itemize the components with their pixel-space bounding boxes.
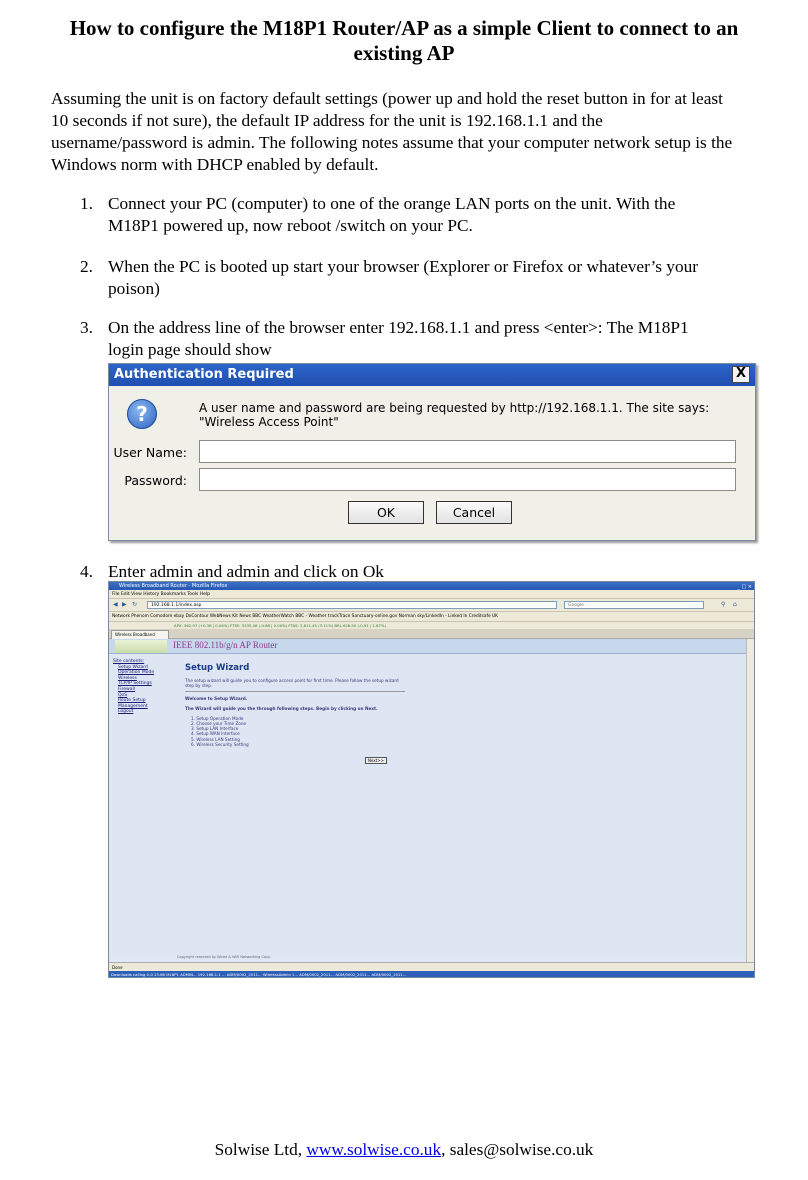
tab-strip [109, 629, 754, 639]
browser-title-bar [109, 582, 754, 590]
wizard-description: The setup wizard will guide you to configure access point for first time. Please follow the setup wizard step by step. [185, 678, 399, 689]
step-4 [80, 561, 720, 583]
auth-dialog [108, 363, 756, 541]
tab-router[interactable]: Wireless Broadband [111, 630, 169, 639]
list-item: 1. Setup Operation Mode [191, 715, 244, 721]
step-text: Connect your PC (computer) to one of the orange LAN ports on the unit. With the M18P1 powered up, now reboot /switch on your PC. [108, 194, 676, 235]
document-title: How to configure the M18P1 Router/AP as a simple Client to connect to an existing AP [69, 16, 739, 65]
step-text: When the PC is booted up start your browser (Explorer or Firefox or whatever’s your poison) [108, 257, 698, 298]
home-icon[interactable]: ⌂ [733, 601, 737, 608]
router-page [109, 639, 754, 959]
list-item: 3. Setup LAN Interface [191, 726, 239, 732]
next-button[interactable]: Next>> [365, 757, 387, 764]
taskbar[interactable]: Downloads calling 0-0 23.66 M18P1 ADMIN... 192.168.1.1 ... ADM/0002_2011... WirelessAdmin 1... ADM/0002_2011... ADM/0002_2011... ADM/0002_2011... [109, 971, 754, 978]
reload-icon[interactable]: ↻ [132, 601, 138, 608]
footer-email: , sales@solwise.co.uk [441, 1140, 594, 1159]
sidebar-item-route-setup[interactable]: Route Setup [118, 698, 146, 704]
step-3 [80, 317, 720, 361]
sidebar-item-qos[interactable]: QoS [118, 692, 128, 698]
step-1 [80, 193, 720, 237]
back-icon[interactable]: ◀ [113, 601, 118, 608]
close-icon[interactable]: X [732, 366, 750, 383]
step-text: On the address line of the browser enter 192.168.1.1 and press <enter>: The M18P1 login page should show [108, 318, 689, 359]
browser-menu-bar[interactable]: File Edit View History Bookmarks Tools Help [109, 590, 754, 599]
window-buttons[interactable]: _ □ × [737, 584, 752, 590]
router-sidebar [113, 659, 165, 715]
intro-paragraph: Assuming the unit is on factory default settings (power up and hold the reset button in for at least 10 seconds if not sure), the default IP address for the unit is 192.168.1.1 and the username/password is admin. The following notes assume that your computer network setup is the Windows norm with DHCP enabled by default. [51, 89, 733, 174]
wizard-guide: The Wizard will guide you the through following steps. Begin by clicking on Next. [185, 705, 378, 711]
footer-website-link[interactable]: www.solwise.co.uk [306, 1140, 442, 1159]
username-input[interactable] [199, 440, 736, 463]
search-input[interactable]: Google [564, 601, 704, 609]
step-number: 2. [80, 257, 93, 276]
router-copyright: Copyright reserved by Wired & WiFi Networking Corp. [177, 955, 271, 959]
step-2 [80, 256, 720, 300]
wizard-welcome: Welcome to Setup Wizard. [185, 696, 248, 702]
wizard-steps [185, 716, 405, 747]
search-icon[interactable]: ⚲ [721, 601, 726, 608]
forward-icon[interactable]: ▶ [122, 601, 127, 608]
sidebar-item-logout[interactable]: Logout [118, 709, 134, 715]
sidebar-header: Site contents: [113, 659, 145, 664]
scrollbar[interactable] [746, 639, 754, 962]
sidebar-item-firewall[interactable]: Firewall [118, 686, 135, 692]
step-number: 4. [80, 562, 93, 581]
stock-ticker: APX: 562.97 (+0.36 | 0.06%) FTSE: 5335.08 (-0.88 | 0.00%) FTAS: 2,811.45 (3.11%) BRL 628.50 (-0.91 | 1.87%) [109, 622, 754, 629]
auth-message: A user name and password are being requested by http://192.168.1.1. The site says: "Wireless Access Point" [199, 401, 710, 429]
router-logo [115, 640, 167, 653]
sidebar-item-operation-mode[interactable]: Operation Mode [118, 670, 155, 676]
browser-nav-bar [109, 599, 754, 612]
list-item: 6. Wireless Security Setting [191, 741, 249, 747]
ok-button[interactable]: OK [348, 501, 424, 524]
sidebar-item-setup-wizard[interactable]: Setup Wizard [118, 664, 148, 670]
url-input[interactable]: 192.168.1.1/index.asp [147, 601, 557, 609]
cancel-button[interactable]: Cancel [436, 501, 512, 524]
password-label: Password: [124, 473, 187, 488]
footer-company: Solwise Ltd, [214, 1140, 307, 1159]
browser-window-title: Wireless Broadband Router - Mozilla Firefox [119, 583, 228, 589]
list-item: 5. Wireless LAN Setting [191, 736, 240, 742]
step-number: 1. [80, 194, 93, 213]
bookmarks-bar[interactable]: Network Phenom Comodore ebay DxContour WebNews Kit News BBC WeatherWatch BBC - Weather trackTrace Sanctuary-online.gov Norman sky/LinkedIn - Linked In Creditsafe UK [109, 612, 754, 622]
sidebar-item-management[interactable]: Management [118, 703, 148, 709]
browser-screenshot [108, 581, 755, 978]
step-number: 3. [80, 318, 93, 337]
username-label: User Name: [113, 445, 187, 460]
page-title: Setup Wizard [185, 663, 250, 673]
question-icon: ? [127, 399, 157, 429]
router-banner-text: IEEE 802.11b/g/n AP Router [173, 640, 278, 650]
auth-dialog-title: Authentication Required [109, 364, 755, 386]
router-main [185, 663, 405, 747]
router-banner [109, 639, 754, 654]
divider [185, 691, 405, 692]
step-text: Enter admin and admin and click on Ok [108, 562, 384, 581]
status-bar: Done [109, 962, 754, 971]
footer [0, 1139, 808, 1161]
password-input[interactable] [199, 468, 736, 491]
sidebar-item-tcpip[interactable]: TCP/IP Settings [118, 681, 152, 687]
list-item: 4. Setup WAN Interface [191, 731, 240, 737]
sidebar-item-wireless[interactable]: Wireless [118, 675, 137, 681]
list-item: 2. Choose your Time Zone [191, 721, 247, 727]
